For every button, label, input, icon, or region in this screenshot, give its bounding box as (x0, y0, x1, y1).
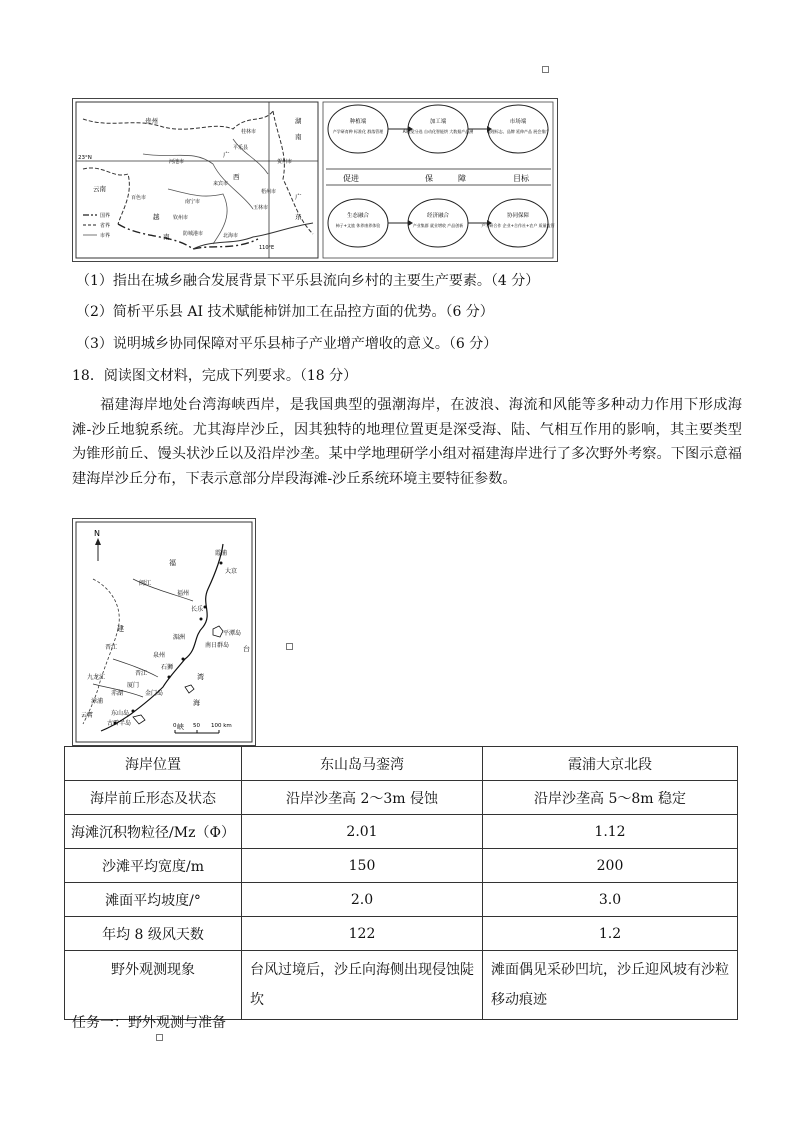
task-1-heading: 任务一：野外观测与准备 (72, 1015, 226, 1031)
label-lon: 110°E (259, 245, 275, 251)
table-cell: 年均 8 级风天数 (65, 917, 242, 951)
label-meizhou: 湄洲 (173, 634, 186, 641)
label-guang: 广 (223, 151, 230, 159)
flow-mid-3: 障 (458, 174, 466, 183)
flow-bottom-1-body: 柿子+文旅 休养康养体验 (335, 223, 381, 228)
label-fuzhou: 福州 (177, 590, 190, 597)
label-yulin: 玉林市 (253, 205, 269, 211)
coast-parameters-table (64, 746, 738, 1020)
flow-mid-1: 促进 (343, 174, 359, 183)
flow-mid-4: 目标 (513, 174, 529, 183)
scale-100: 100 km (211, 723, 232, 729)
table-cell: 台风过境后，沙丘向海侧出现侵蚀陡坎 (242, 951, 483, 1020)
table-cell: 1.2 (483, 917, 738, 951)
table-row (65, 849, 738, 883)
table-cell: 海滩沉积物粒径/Mz（Φ） (65, 815, 242, 849)
flow-bottom-3-body: 产学研合作 企业+合作社+农户 质量监管 (481, 223, 555, 228)
label-laibin: 来宾市 (213, 181, 229, 187)
table-cell: 沙滩平均宽度/m (65, 849, 242, 883)
table-cell: 150 (242, 849, 483, 883)
table-header-cell: 霞浦大京北段 (483, 747, 738, 781)
question-1: （1）指出在城乡融合发展背景下平乐县流向乡村的主要生产要素。（4 分） (76, 273, 540, 289)
figure-fujian-map (72, 518, 256, 746)
table-row (65, 883, 738, 917)
label-hezhou: 贺州市 (277, 159, 293, 165)
label-wuzhou: 梧州市 (261, 189, 277, 195)
north-label: N (94, 529, 100, 538)
flow-bottom-2-body: 产业集群 就业增收 产品创新 (412, 223, 464, 228)
flow-bottom-1-title: 生态融合 (346, 213, 370, 219)
label-yunxiao: 云霄 (81, 712, 94, 719)
table-row (65, 781, 738, 815)
label-hunan-1: 湖 (295, 117, 302, 125)
table-row (65, 815, 738, 849)
label-changle: 长乐 (191, 606, 204, 613)
label-xiapu: 霞浦 (215, 550, 228, 557)
label-gulei: 古雷半岛 (107, 720, 132, 727)
flow-mid-2: 保 (425, 174, 433, 183)
fujian-map (73, 519, 255, 745)
flow-top-3-body: 地理标志、品牌 延伸产品 展会推广 (486, 129, 550, 134)
table-header-cell: 东山岛马銮湾 (242, 747, 483, 781)
label-fangcheng: 防城港市 (183, 231, 204, 237)
bottom-mark (156, 1034, 163, 1041)
label-shishi: 石狮 (161, 664, 174, 671)
scale-0: 0 (173, 723, 177, 729)
corner-mark (542, 66, 549, 73)
label-jinmen: 金门岛 (145, 690, 164, 697)
label-guizhou: 贵州 (145, 117, 158, 125)
table-cell: 野外观测现象 (65, 951, 242, 1020)
table-row (65, 951, 738, 1020)
label-dajing: 大京 (225, 568, 238, 575)
table-cell: 滩面偶见采砂凹坑，沙丘迎风坡有沙粒移动痕迹 (483, 951, 738, 1020)
label-nanning: 南宁市 (185, 199, 201, 205)
scale-50: 50 (193, 723, 200, 729)
question-18-heading: 18．阅读图文材料，完成下列要求。（18 分） (72, 368, 358, 384)
label-yunnan: 云南 (93, 185, 106, 193)
label-hechi: 河池市 (169, 159, 185, 165)
label-nan: 南 (163, 233, 170, 241)
label-tai: 台 (243, 645, 250, 653)
table-cell: 沿岸沙垄高 2～3m 侵蚀 (242, 781, 483, 815)
label-qinzhou: 钦州市 (173, 215, 189, 221)
flow-top-1-title: 种植端 (349, 119, 367, 125)
label-jian: 建 (117, 625, 124, 633)
label-jinjiang: 晋江 (135, 670, 148, 677)
table-cell: 滩面平均坡度/° (65, 883, 242, 917)
label-xiamen: 厦门 (127, 682, 140, 689)
label-jinjiang-river: 晋江 (105, 644, 118, 651)
label-chiwan: 赤湖 (111, 690, 124, 697)
label-quanzhou: 泉州 (153, 652, 166, 659)
flow-top-2-body: AI视觉分选 自动化智能烘 大数据产品溯 (402, 129, 474, 134)
label-guangdong-1: 广 (295, 193, 302, 201)
table-cell: 200 (483, 849, 738, 883)
label-lat: 23°N (78, 155, 92, 161)
flow-top-3-title: 市场端 (509, 119, 527, 125)
table-cell: 3.0 (483, 883, 738, 917)
label-nanri: 南日群岛 (205, 642, 230, 649)
label-fu: 福 (169, 559, 176, 567)
label-wan: 湾 (197, 673, 204, 681)
label-xia: 峡 (177, 723, 184, 731)
legend-shijie: 市界 (100, 233, 111, 239)
table-cell: 沿岸沙垄高 5～8m 稳定 (483, 781, 738, 815)
table-header-cell: 海岸位置 (65, 747, 242, 781)
label-yue: 越 (153, 213, 160, 221)
placeholder-mark (286, 643, 293, 650)
table-cell: 122 (242, 917, 483, 951)
label-hunan-2: 南 (295, 133, 302, 141)
legend-guojie: 国界 (100, 213, 111, 219)
label-pingle: 平乐县 (233, 145, 249, 151)
legend-shengjie: 省界 (100, 223, 111, 229)
table-row (65, 917, 738, 951)
label-beihai: 北海市 (223, 233, 239, 239)
label-jiulongjiang: 九龙江 (87, 674, 106, 681)
label-pingtan: 平潭岛 (223, 630, 242, 637)
question-2: （2）简析平乐县 AI 技术赋能柿饼加工在品控方面的优势。（6 分） (76, 304, 494, 320)
label-minjiang: 闽江 (139, 580, 152, 587)
passage-text: 福建海岸地处台湾海峡西岸，是我国典型的强潮海岸，在波浪、海流和风能等多种动力作用下形成海滩-沙丘地貌系统。尤其海岸沙丘，因其独特的地理位置更是深受海、陆、气相互作用的影响，其主要类型为锥形前丘、馒头状沙丘以及沿岸沙垄。某中学地理研学小组对福建海岸进行了多次野外考察。下图示意福建海岸沙丘分布，下表示意部分岸段海滩-沙丘系统环境主要特征参数。 (72, 397, 742, 487)
label-xi: 西 (233, 173, 240, 181)
table-cell: 2.0 (242, 883, 483, 917)
flow-top-1-body: 产学研育种 标准化 群落管理 (332, 129, 384, 134)
label-guangdong-2: 东 (295, 213, 302, 221)
question-3: （3）说明城乡协同保障对平乐县柿子产业增产增收的意义。（6 分） (76, 336, 498, 352)
table-cell: 1.12 (483, 815, 738, 849)
flow-top-2-title: 加工端 (429, 119, 447, 125)
table-cell: 海岸前丘形态及状态 (65, 781, 242, 815)
figure-guangxi-map-and-flow (72, 98, 558, 262)
table-cell: 2.01 (242, 815, 483, 849)
flow-bottom-3-title: 协同保障 (506, 213, 530, 219)
label-guilin: 桂林市 (241, 129, 257, 135)
table-header-row (65, 747, 738, 781)
flow-bottom-2-title: 经济融合 (426, 213, 450, 219)
guangxi-map (73, 99, 557, 261)
label-dongshan: 东山岛 (111, 710, 130, 717)
label-zhangpu: 漳浦 (91, 698, 104, 705)
label-baise: 百色市 (131, 195, 147, 201)
label-hai: 海 (193, 699, 200, 707)
